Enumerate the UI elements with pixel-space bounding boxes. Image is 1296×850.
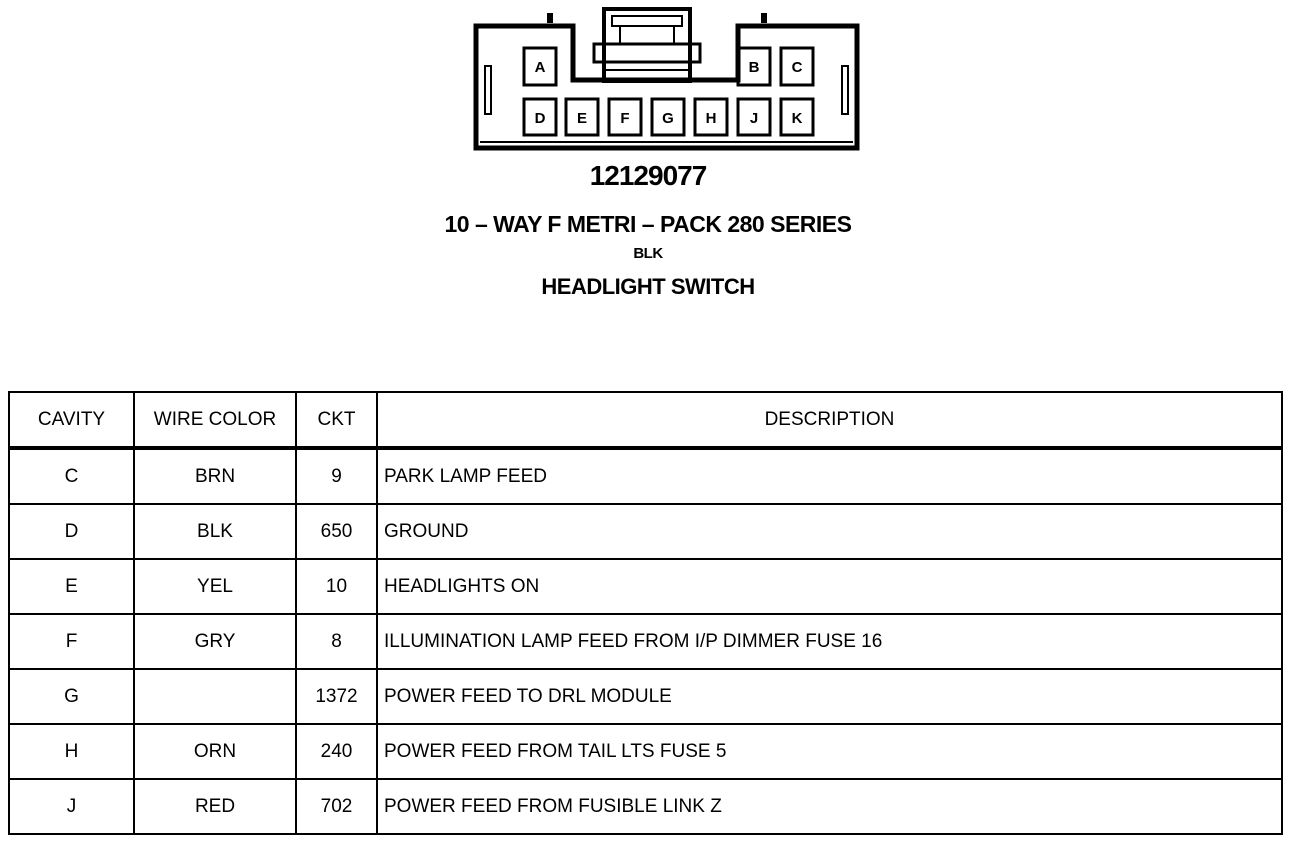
- pin-cavity-a: [524, 48, 556, 85]
- svg-text:J: J: [749, 110, 759, 127]
- svg-text:D: D: [534, 110, 546, 127]
- description-cell: HEADLIGHTS ON: [377, 559, 1282, 614]
- index-mark-left: [547, 13, 553, 23]
- cavity-cell: G: [9, 669, 134, 724]
- component-name: HEADLIGHT SWITCH: [541, 274, 755, 299]
- svg-text:E: E: [576, 110, 588, 127]
- wire-color-cell: YEL: [134, 559, 296, 614]
- table-row: [9, 448, 1282, 504]
- pin-cavity-d: [524, 99, 556, 135]
- table-header-row: [9, 392, 1282, 448]
- pin-cavity-k: [781, 99, 813, 135]
- connector-type: 10 – WAY F METRI – PACK 280 SERIES: [444, 211, 852, 237]
- description-cell: POWER FEED TO DRL MODULE: [377, 669, 1282, 724]
- description-cell: POWER FEED FROM FUSIBLE LINK Z: [377, 779, 1282, 834]
- pin-cavity-f: [609, 99, 641, 135]
- cavity-cell: H: [9, 724, 134, 779]
- ckt-cell: 1372: [296, 669, 377, 724]
- ckt-cell: 650: [296, 504, 377, 559]
- header-wire-color: WIRE COLOR: [134, 392, 296, 448]
- wire-color-cell: BRN: [134, 448, 296, 504]
- wire-color-cell: [134, 669, 296, 724]
- table-row: [9, 724, 1282, 779]
- pin-cavity-j: [738, 99, 770, 135]
- cavity-cell: J: [9, 779, 134, 834]
- header-cavity: CAVITY: [9, 392, 134, 448]
- svg-text:A: A: [534, 59, 546, 76]
- ckt-cell: 240: [296, 724, 377, 779]
- left-side-rib: [485, 66, 491, 114]
- wire-color-cell: BLK: [134, 504, 296, 559]
- ckt-cell: 9: [296, 448, 377, 504]
- cavity-cell: D: [9, 504, 134, 559]
- table-row: [9, 779, 1282, 834]
- cavity-cell: F: [9, 614, 134, 669]
- cavity-cell: E: [9, 559, 134, 614]
- svg-text:K: K: [791, 110, 803, 127]
- table-row: [9, 669, 1282, 724]
- pin-cavity-c: [781, 48, 813, 85]
- connector-color: BLK: [633, 245, 663, 262]
- pin-cavity-h: [695, 99, 727, 135]
- ckt-cell: 8: [296, 614, 377, 669]
- wire-color-cell: RED: [134, 779, 296, 834]
- table-row: [9, 614, 1282, 669]
- index-mark-right: [761, 13, 767, 23]
- right-side-rib: [842, 66, 848, 114]
- svg-text:B: B: [748, 59, 760, 76]
- description-cell: GROUND: [377, 504, 1282, 559]
- svg-text:G: G: [662, 110, 674, 127]
- ckt-cell: 702: [296, 779, 377, 834]
- header-description: DESCRIPTION: [377, 392, 1282, 448]
- wire-color-cell: ORN: [134, 724, 296, 779]
- table-row: [9, 559, 1282, 614]
- part-number: 12129077: [589, 160, 707, 191]
- description-cell: PARK LAMP FEED: [377, 448, 1282, 504]
- table-row: [9, 504, 1282, 559]
- header-ckt: CKT: [296, 392, 377, 448]
- locking-tab: [594, 9, 700, 81]
- wire-color-cell: GRY: [134, 614, 296, 669]
- cavity-table: [8, 391, 1283, 835]
- pin-cavity-g: [652, 99, 684, 135]
- svg-text:F: F: [620, 110, 630, 127]
- connector-face-diagram: [0, 0, 1296, 160]
- pin-cavity-e: [566, 99, 598, 135]
- svg-text:C: C: [791, 59, 803, 76]
- description-cell: POWER FEED FROM TAIL LTS FUSE 5: [377, 724, 1282, 779]
- pin-cavity-b: [738, 48, 770, 85]
- cavity-cell: C: [9, 448, 134, 504]
- description-cell: ILLUMINATION LAMP FEED FROM I/P DIMMER FUSE 16: [377, 614, 1282, 669]
- svg-text:H: H: [705, 110, 717, 127]
- ckt-cell: 10: [296, 559, 377, 614]
